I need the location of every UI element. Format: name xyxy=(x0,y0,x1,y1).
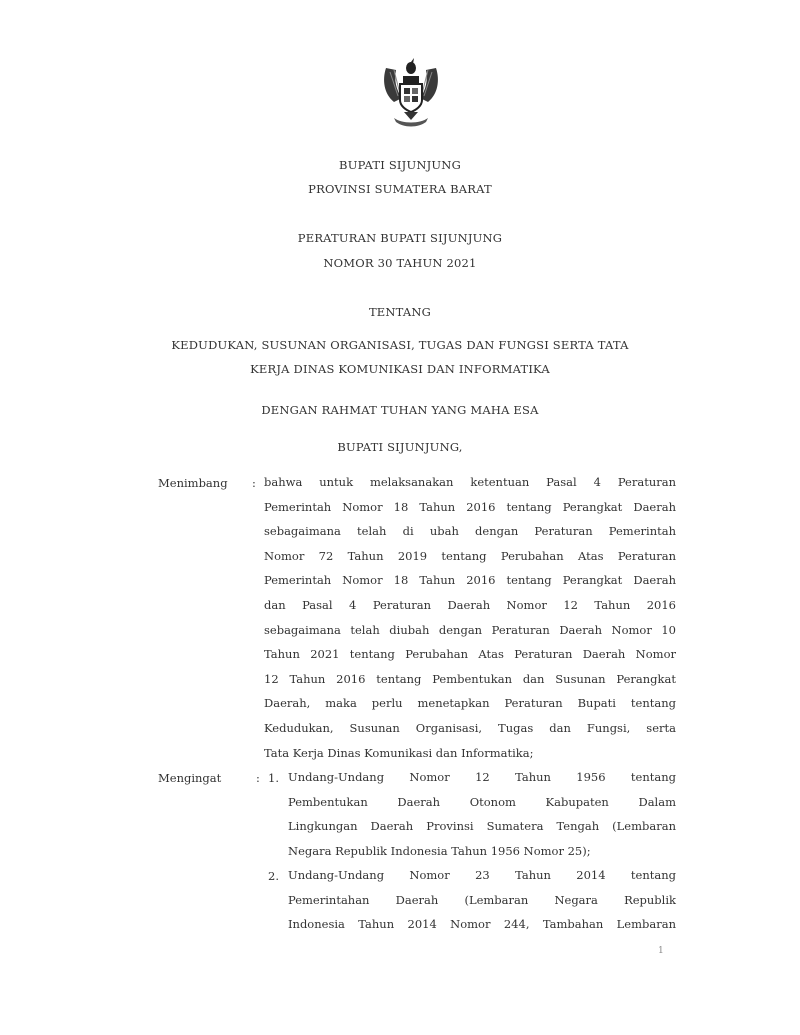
mengingat-line: Undang-Undang Nomor 23 Tahun 2014 tentang xyxy=(288,868,676,882)
mengingat-item-number: 1. xyxy=(268,771,279,785)
mengingat-line: Negara Republik Indonesia Tahun 1956 Nomor 25); xyxy=(288,843,591,858)
menimbang-colon: : xyxy=(252,476,256,490)
menimbang-line: sebagaimana telah di ubah dengan Peraturan Pemerintah xyxy=(264,524,676,539)
menimbang-line: Tahun 2021 tentang Perubahan Atas Peraturan Daerah Nomor xyxy=(264,647,676,662)
about-label: TENTANG xyxy=(368,305,432,319)
mengingat-colon: : xyxy=(256,771,260,785)
regulation-number: NOMOR 30 TAHUN 2021 xyxy=(323,256,477,270)
menimbang-line: bahwa untuk melaksanakan ketentuan Pasal 4 Peraturan xyxy=(264,475,676,489)
mengingat-item-number: 2. xyxy=(268,869,279,883)
menimbang-line: 12 Tahun 2016 tentang Pembentukan dan Susunan Perangkat xyxy=(264,671,676,686)
mengingat-item-1 xyxy=(288,765,676,863)
mengingat-line: Undang-Undang Nomor 12 Tahun 1956 tentang xyxy=(288,770,676,784)
subject-line-2: KERJA DINAS KOMUNIKASI DAN INFORMATIKA xyxy=(250,362,550,376)
menimbang-line: Daerah, maka perlu menetapkan Peraturan Bupati tentang xyxy=(264,696,676,711)
garuda-emblem-icon xyxy=(380,58,442,128)
page-number: 1 xyxy=(658,946,664,956)
menimbang-line: Pemerintah Nomor 18 Tahun 2016 tentang Perangkat Daerah xyxy=(264,573,676,588)
mengingat-line: Pemerintahan Daerah (Lembaran Negara Republik xyxy=(288,892,676,907)
mengingat-line: Pembentukan Daerah Otonom Kabupaten Dalam xyxy=(288,794,676,809)
issuer: BUPATI SIJUNJUNG, xyxy=(337,440,463,454)
mengingat-line: Lingkungan Daerah Provinsi Sumatera Tengah (Lembaran xyxy=(288,819,676,834)
menimbang-line: dan Pasal 4 Peraturan Daerah Nomor 12 Tahun 2016 xyxy=(264,597,676,612)
menimbang-line: sebagaimana telah diubah dengan Peraturan Daerah Nomor 10 xyxy=(264,622,676,637)
menimbang-line: Nomor 72 Tahun 2019 tentang Perubahan Atas Peraturan xyxy=(264,548,676,563)
mengingat-line: Indonesia Tahun 2014 Nomor 244, Tambahan Lembaran xyxy=(288,917,676,932)
menimbang-line: Pemerintah Nomor 18 Tahun 2016 tentang Perangkat Daerah xyxy=(264,499,676,514)
mengingat-label: Mengingat xyxy=(158,771,222,785)
menimbang-line: Kedudukan, Susunan Organisasi, Tugas dan Fungsi, serta xyxy=(264,720,676,735)
header-province: PROVINSI SUMATERA BARAT xyxy=(308,182,492,196)
menimbang-label: Menimbang xyxy=(158,476,228,490)
menimbang-paragraph xyxy=(264,470,676,765)
header-bupati: BUPATI SIJUNJUNG xyxy=(339,158,461,172)
menimbang-line: Tata Kerja Dinas Komunikasi dan Informatika; xyxy=(264,745,534,760)
mengingat-item-2 xyxy=(288,863,676,937)
subject-line-1: KEDUDUKAN, SUSUNAN ORGANISASI, TUGAS DAN FUNGSI SERTA TATA xyxy=(171,338,629,352)
preamble: DENGAN RAHMAT TUHAN YANG MAHA ESA xyxy=(261,403,539,417)
regulation-title: PERATURAN BUPATI SIJUNJUNG xyxy=(297,231,503,245)
